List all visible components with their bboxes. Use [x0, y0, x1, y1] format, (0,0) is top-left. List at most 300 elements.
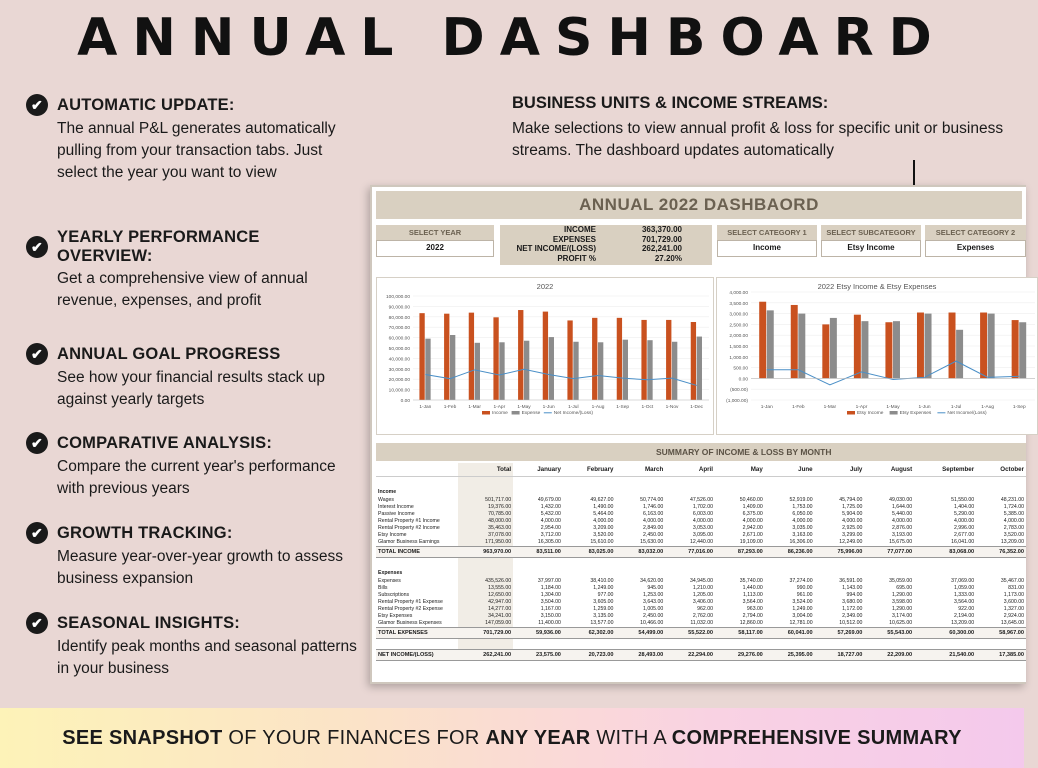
table-cell: 3,299.00 — [842, 532, 863, 538]
row-label: Bills — [378, 585, 388, 591]
row-label — [376, 639, 458, 650]
x-tick-label: 1-Mar — [468, 405, 481, 410]
table-cell: 1,725.00 — [842, 504, 863, 510]
table-cell: 501,717.00 — [458, 497, 513, 504]
table-cell: 87,293.00 — [715, 547, 765, 558]
table-cell: 15,675.00 — [889, 539, 913, 545]
bar-income — [666, 320, 671, 400]
table-cell — [563, 568, 616, 578]
table-cell: 13,555.00 — [458, 585, 513, 592]
table-cell: 977.00 — [597, 592, 614, 598]
bar-etsy-income — [822, 324, 829, 378]
table-cell: 1,702.00 — [692, 504, 714, 510]
table-cell: 49,679.00 — [537, 497, 561, 503]
y-tick-label: 1,500.00 — [729, 345, 748, 350]
x-tick-label: 1-Feb — [443, 405, 457, 410]
row-label: Rental Property #1 Expense — [378, 599, 443, 605]
spacer-row — [376, 639, 1026, 650]
table-cell: 20,723.00 — [563, 650, 616, 661]
chart-title: 2022 — [536, 282, 554, 291]
bar-expense — [697, 337, 702, 400]
column-header: July — [815, 463, 865, 477]
bar-expense — [672, 342, 677, 400]
total-row — [376, 650, 1026, 661]
page-title: ANNUAL DASHBOARD — [77, 8, 947, 68]
table-cell: 12,860.00 — [739, 620, 763, 626]
table-cell: 83,511.00 — [513, 547, 563, 558]
table-cell: 5,432.00 — [540, 511, 561, 517]
table-cell: 1,490.00 — [593, 504, 614, 510]
table-cell: 1,440.00 — [742, 585, 763, 591]
table-cell: 11,400.00 — [538, 620, 561, 626]
legend-label: Etsy Income — [857, 411, 884, 416]
table-cell: 1,143.00 — [842, 585, 863, 591]
summary-title: SUMMARY OF INCOME & LOSS BY MONTH — [376, 443, 1026, 461]
kpi-profit — [500, 254, 712, 264]
bar-expense — [450, 335, 455, 400]
table-cell: 83,032.00 — [615, 547, 665, 558]
y-tick-label: 70,000.00 — [388, 326, 410, 332]
table-cell: 4,000.00 — [842, 518, 863, 524]
select-subcategory-value[interactable]: Etsy Income — [821, 240, 921, 257]
column-header: March — [615, 463, 665, 477]
bar-etsy-income — [791, 305, 798, 378]
y-tick-label: 60,000.00 — [388, 336, 410, 342]
table-cell — [914, 568, 976, 578]
bar-income — [419, 313, 424, 400]
row-label: Expenses — [378, 569, 403, 576]
table-cell: 12,781.00 — [789, 620, 813, 626]
table-cell — [815, 558, 865, 569]
table-cell: 1,210.00 — [692, 585, 714, 591]
table-cell — [715, 487, 765, 497]
table-cell: 2,349.00 — [842, 613, 863, 619]
banner-part: ANY YEAR — [485, 727, 591, 749]
table-cell: 34,241.00 — [458, 613, 513, 620]
x-tick-label: 1-Nov — [665, 405, 679, 410]
x-tick-label: 1-Jun — [542, 405, 555, 410]
table-cell: 963.00 — [746, 606, 763, 612]
kpi-label: NET INCOME/(LOSS) — [516, 244, 596, 253]
bar-income — [444, 314, 449, 400]
column-header: January — [513, 463, 563, 477]
feature-heading: YEARLY PERFORMANCE OVERVIEW: — [57, 228, 260, 265]
y-tick-label: 2,500.00 — [729, 323, 748, 329]
table-cell: 22,294.00 — [665, 650, 715, 661]
feature-heading: SEASONAL INSIGHTS: — [57, 613, 240, 632]
table-cell: 5,440.00 — [891, 511, 913, 517]
table-cell — [715, 558, 765, 569]
x-tick-label: 1-Mar — [823, 405, 837, 410]
table-cell: 3,053.00 — [692, 525, 714, 531]
row-label: TOTAL INCOME — [376, 547, 458, 558]
table-cell: 6,163.00 — [643, 511, 664, 517]
bar-etsy-income — [980, 313, 987, 379]
table-cell: 2,849.00 — [643, 525, 664, 531]
select-year[interactable] — [376, 225, 494, 255]
column-header — [376, 463, 458, 477]
table-cell: 6,003.00 — [692, 511, 714, 517]
bar-etsy-expenses — [861, 321, 868, 378]
bar-income — [592, 318, 597, 400]
table-cell — [765, 477, 815, 488]
table-cell: 55,543.00 — [864, 628, 914, 639]
select-category-1-label: SELECT CATEGORY 1 — [717, 225, 817, 240]
business-units-heading: BUSINESS UNITS & INCOME STREAMS: — [512, 94, 829, 112]
kpi-value: 701,729.00 — [641, 234, 682, 244]
chart-category-svg — [717, 278, 1037, 434]
x-tick-label: 1-Apr — [493, 405, 506, 410]
row-label: Rental Property #2 Income — [378, 525, 440, 531]
table-cell — [976, 487, 1026, 497]
table-cell — [665, 639, 715, 650]
table-row — [376, 606, 1026, 613]
x-tick-label: 1-May — [517, 405, 531, 410]
table-cell — [458, 487, 513, 497]
table-cell: 25,395.00 — [765, 650, 815, 661]
table-cell: 2,762.00 — [692, 613, 714, 619]
table-row — [376, 539, 1026, 547]
y-tick-label: 3,500.00 — [729, 301, 748, 307]
bar-income — [641, 320, 646, 400]
bar-income — [543, 312, 548, 400]
legend-swatch — [512, 411, 520, 415]
table-cell: 16,041.00 — [951, 539, 975, 545]
table-cell: 3,174.00 — [891, 613, 913, 619]
bar-etsy-expenses — [925, 314, 932, 379]
table-cell: 6,375.00 — [742, 511, 763, 517]
row-label — [376, 558, 458, 569]
table-cell: 945.00 — [647, 585, 664, 591]
table-row — [376, 620, 1026, 628]
table-cell: 57,269.00 — [815, 628, 865, 639]
table-cell: 2,925.00 — [842, 525, 863, 531]
table-cell: 1,172.00 — [842, 606, 863, 612]
table-cell: 2,924.00 — [1003, 613, 1024, 619]
table-cell: 2,677.00 — [953, 532, 975, 538]
table-cell: 695.00 — [896, 585, 913, 591]
bar-etsy-expenses — [830, 318, 837, 378]
table-cell: 4,000.00 — [891, 518, 913, 524]
table-cell: 3,520.00 — [593, 532, 614, 538]
banner-part: WITH A — [590, 727, 672, 749]
table-cell: 59,936.00 — [513, 628, 563, 639]
table-cell: 2,942.00 — [742, 525, 763, 531]
table-cell: 1,409.00 — [742, 504, 763, 510]
kpi-panel — [500, 225, 712, 265]
column-header: May — [715, 463, 765, 477]
table-row — [376, 532, 1026, 539]
y-tick-label: 100,000.00 — [385, 295, 410, 300]
table-cell — [976, 558, 1026, 569]
select-year-value[interactable]: 2022 — [376, 240, 494, 257]
table-cell: 54,499.00 — [615, 628, 665, 639]
total-row — [376, 547, 1026, 558]
table-cell: 701,729.00 — [458, 628, 513, 639]
table-cell: 1,753.00 — [792, 504, 813, 510]
table-cell: 4,000.00 — [593, 518, 614, 524]
feature-growth-tracking — [26, 522, 361, 590]
kpi-label: INCOME — [564, 225, 596, 234]
table-cell: 83,068.00 — [914, 547, 976, 558]
column-header: October — [976, 463, 1026, 477]
table-cell: 29,276.00 — [715, 650, 765, 661]
table-cell — [513, 568, 563, 578]
kpi-net-income — [500, 244, 712, 254]
table-cell — [864, 568, 914, 578]
table-cell: 3,520.00 — [1003, 532, 1024, 538]
table-cell — [563, 477, 616, 488]
summary-header-row — [376, 463, 1026, 477]
row-label: NET INCOME/(LOSS) — [376, 650, 458, 661]
table-cell: 37,274.00 — [789, 578, 813, 584]
table-cell: 16,305.00 — [537, 539, 561, 545]
table-cell: 3,643.00 — [643, 599, 664, 605]
kpi-value: 262,241.00 — [641, 244, 682, 253]
table-cell — [513, 558, 563, 569]
table-cell: 6,050.00 — [792, 511, 813, 517]
table-cell: 38,410.00 — [590, 578, 614, 584]
chart-category — [716, 277, 1038, 435]
table-cell: 961.00 — [796, 592, 813, 598]
row-label: Interest Income — [378, 504, 414, 510]
y-tick-label: 500.00 — [733, 366, 748, 372]
table-cell: 12,440.00 — [689, 539, 714, 545]
table-cell — [615, 558, 665, 569]
bar-etsy-income — [885, 322, 892, 378]
table-cell: 37,997.00 — [537, 578, 561, 584]
check-circle-icon: ✔ — [26, 343, 48, 365]
bar-expense — [549, 337, 554, 400]
table-cell: 19,109.00 — [739, 539, 763, 545]
table-cell: 51,550.00 — [951, 497, 975, 503]
feature-heading: GROWTH TRACKING: — [57, 523, 233, 542]
y-tick-label: 0.00 — [738, 377, 748, 383]
row-label: Glamor Business Earnings — [378, 539, 440, 545]
table-cell: 3,504.00 — [540, 599, 561, 605]
table-cell — [665, 477, 715, 488]
table-cell — [615, 477, 665, 488]
table-cell: 3,095.00 — [692, 532, 714, 538]
table-cell: 86,236.00 — [765, 547, 815, 558]
table-cell: 4,000.00 — [792, 518, 813, 524]
table-cell: 34,620.00 — [640, 578, 664, 584]
table-cell: 2,794.00 — [742, 613, 763, 619]
table-cell: 922.00 — [958, 606, 975, 612]
kpi-label: EXPENSES — [552, 234, 596, 244]
select-category-2-value[interactable]: Expenses — [925, 240, 1026, 257]
y-tick-label: 40,000.00 — [388, 357, 410, 363]
check-circle-icon: ✔ — [26, 236, 48, 258]
select-subcategory[interactable] — [821, 225, 921, 255]
row-label: Etsy Income — [378, 532, 407, 538]
row-label: TOTAL EXPENSES — [376, 628, 458, 639]
table-cell: 14,277.00 — [458, 606, 513, 613]
table-cell: 2,783.00 — [1003, 525, 1024, 531]
table-cell: 2,450.00 — [643, 613, 664, 619]
table-cell: 2,671.00 — [742, 532, 763, 538]
chart-title: 2022 Etsy Income & Etsy Expenses — [817, 282, 937, 291]
bar-etsy-expenses — [956, 330, 963, 379]
column-header: February — [563, 463, 616, 477]
kpi-expenses — [500, 235, 712, 245]
table-cell: 45,794.00 — [839, 497, 863, 503]
table-cell: 35,463.00 — [458, 525, 513, 532]
bar-income — [567, 320, 572, 400]
bar-income — [518, 310, 523, 400]
table-cell — [864, 639, 914, 650]
column-header: June — [765, 463, 815, 477]
table-cell — [976, 568, 1026, 578]
line-net-income — [425, 369, 696, 385]
table-cell — [615, 568, 665, 578]
y-tick-label: 20,000.00 — [388, 378, 410, 384]
legend-label: Etsy Expenses — [899, 411, 932, 416]
table-cell: 3,150.00 — [540, 613, 561, 619]
select-category-1[interactable] — [717, 225, 817, 255]
table-cell: 10,625.00 — [889, 620, 913, 626]
section-row — [376, 568, 1026, 578]
table-row — [376, 599, 1026, 606]
row-label: Glamor Business Expenses — [378, 620, 442, 626]
feature-description: Measure year-over-year growth to assess business expansion — [57, 548, 344, 587]
table-cell: 4,000.00 — [953, 518, 975, 524]
table-cell — [765, 639, 815, 650]
y-tick-label: (1,000.00) — [726, 399, 748, 404]
table-cell — [513, 639, 563, 650]
x-tick-label: 1-Oct — [641, 405, 654, 410]
table-cell: 1,290.00 — [891, 592, 913, 598]
y-tick-label: 80,000.00 — [388, 315, 410, 321]
row-label: Income — [378, 488, 397, 495]
x-tick-label: 1-Sep — [1012, 405, 1026, 410]
select-subcategory-label: SELECT SUBCATEGORY — [821, 225, 921, 240]
y-tick-label: 30,000.00 — [388, 367, 410, 373]
table-cell: 62,302.00 — [563, 628, 616, 639]
bar-expense — [647, 340, 652, 400]
table-cell — [864, 558, 914, 569]
select-category-2[interactable] — [925, 225, 1026, 255]
table-cell: 3,135.00 — [593, 613, 614, 619]
table-cell — [864, 477, 914, 488]
table-row — [376, 525, 1026, 532]
table-cell: 21,540.00 — [914, 650, 976, 661]
table-cell: 48,000.00 — [458, 518, 513, 525]
table-cell: 55,522.00 — [665, 628, 715, 639]
table-cell: 18,727.00 — [815, 650, 865, 661]
table-cell: 75,996.00 — [815, 547, 865, 558]
table-cell — [458, 558, 513, 569]
bar-expense — [623, 340, 628, 400]
table-cell: 76,352.00 — [976, 547, 1026, 558]
table-cell: 37,069.00 — [951, 578, 975, 584]
table-cell: 2,194.00 — [953, 613, 975, 619]
row-label: Passive Income — [378, 511, 415, 517]
table-cell: 11,032.00 — [690, 620, 714, 626]
table-cell: 17,385.00 — [976, 650, 1026, 661]
table-cell: 171,950.00 — [458, 539, 513, 547]
table-cell: 60,300.00 — [914, 628, 976, 639]
table-row — [376, 578, 1026, 585]
table-cell: 990.00 — [796, 585, 813, 591]
dashboard-title: ANNUAL 2022 DASHBAORD — [376, 191, 1022, 219]
table-cell: 49,030.00 — [889, 497, 913, 503]
x-tick-label: 1-Jan — [419, 405, 432, 410]
select-category-2-label: SELECT CATEGORY 2 — [925, 225, 1026, 240]
bar-income — [691, 322, 696, 400]
feature-automatic-update — [26, 94, 361, 184]
table-cell: 1,253.00 — [643, 592, 664, 598]
y-tick-label: 50,000.00 — [388, 347, 410, 352]
table-cell: 35,740.00 — [739, 578, 763, 584]
table-cell — [765, 568, 815, 578]
table-cell: 435,526.00 — [458, 578, 513, 585]
select-category-1-value[interactable]: Income — [717, 240, 817, 257]
spacer-row — [376, 558, 1026, 569]
table-cell: 3,193.00 — [891, 532, 913, 538]
table-cell — [513, 487, 563, 497]
table-cell: 1,249.00 — [792, 606, 813, 612]
feature-annual-goal-progress — [26, 343, 361, 411]
table-cell: 4,000.00 — [643, 518, 664, 524]
table-cell: 1,432.00 — [540, 504, 561, 510]
table-cell — [458, 477, 513, 488]
x-tick-label: 1-Aug — [981, 405, 995, 410]
table-cell: 28,493.00 — [615, 650, 665, 661]
table-cell — [914, 558, 976, 569]
column-header: August — [864, 463, 914, 477]
row-label — [376, 477, 458, 488]
feature-comparative-analysis — [26, 432, 361, 500]
feature-description: Get a comprehensive view of annual revenue, expenses, and profit — [57, 270, 308, 309]
kpi-value: 363,370.00 — [641, 225, 682, 234]
table-cell: 1,249.00 — [593, 585, 614, 591]
table-cell — [914, 477, 976, 488]
row-label: Subscriptions — [378, 592, 410, 598]
feature-heading: COMPARATIVE ANALYSIS: — [57, 433, 273, 452]
table-cell — [715, 639, 765, 650]
column-header: September — [914, 463, 976, 477]
row-label: Expenses — [378, 578, 401, 584]
y-tick-label: 90,000.00 — [388, 305, 410, 311]
legend-swatch — [847, 411, 855, 415]
table-cell — [665, 487, 715, 497]
feature-description: Identify peak months and seasonal patterns in your business — [57, 638, 357, 677]
table-cell: 5,904.00 — [842, 511, 863, 517]
total-row — [376, 628, 1026, 639]
bar-etsy-income — [949, 313, 956, 379]
check-circle-icon: ✔ — [26, 612, 48, 634]
table-cell: 4,000.00 — [540, 518, 561, 524]
row-label: Etsy Expenses — [378, 613, 413, 619]
table-cell: 3,598.00 — [891, 599, 913, 605]
legend-label: Net Income/(Loss) — [553, 411, 594, 416]
table-cell: 1,327.00 — [1003, 606, 1024, 612]
table-cell: 34,945.00 — [689, 578, 714, 584]
bar-income — [493, 317, 498, 400]
table-cell: 52,919.00 — [789, 497, 813, 503]
table-cell: 50,774.00 — [640, 497, 664, 503]
table-cell — [513, 477, 563, 488]
business-units-callout — [512, 94, 1012, 162]
table-cell — [458, 639, 513, 650]
table-cell: 3,564.00 — [953, 599, 975, 605]
bar-expense — [598, 342, 603, 400]
table-row — [376, 585, 1026, 592]
y-tick-label: 3,000.00 — [729, 312, 748, 318]
select-year-label: SELECT YEAR — [376, 225, 494, 240]
bottom-banner — [0, 708, 1024, 768]
